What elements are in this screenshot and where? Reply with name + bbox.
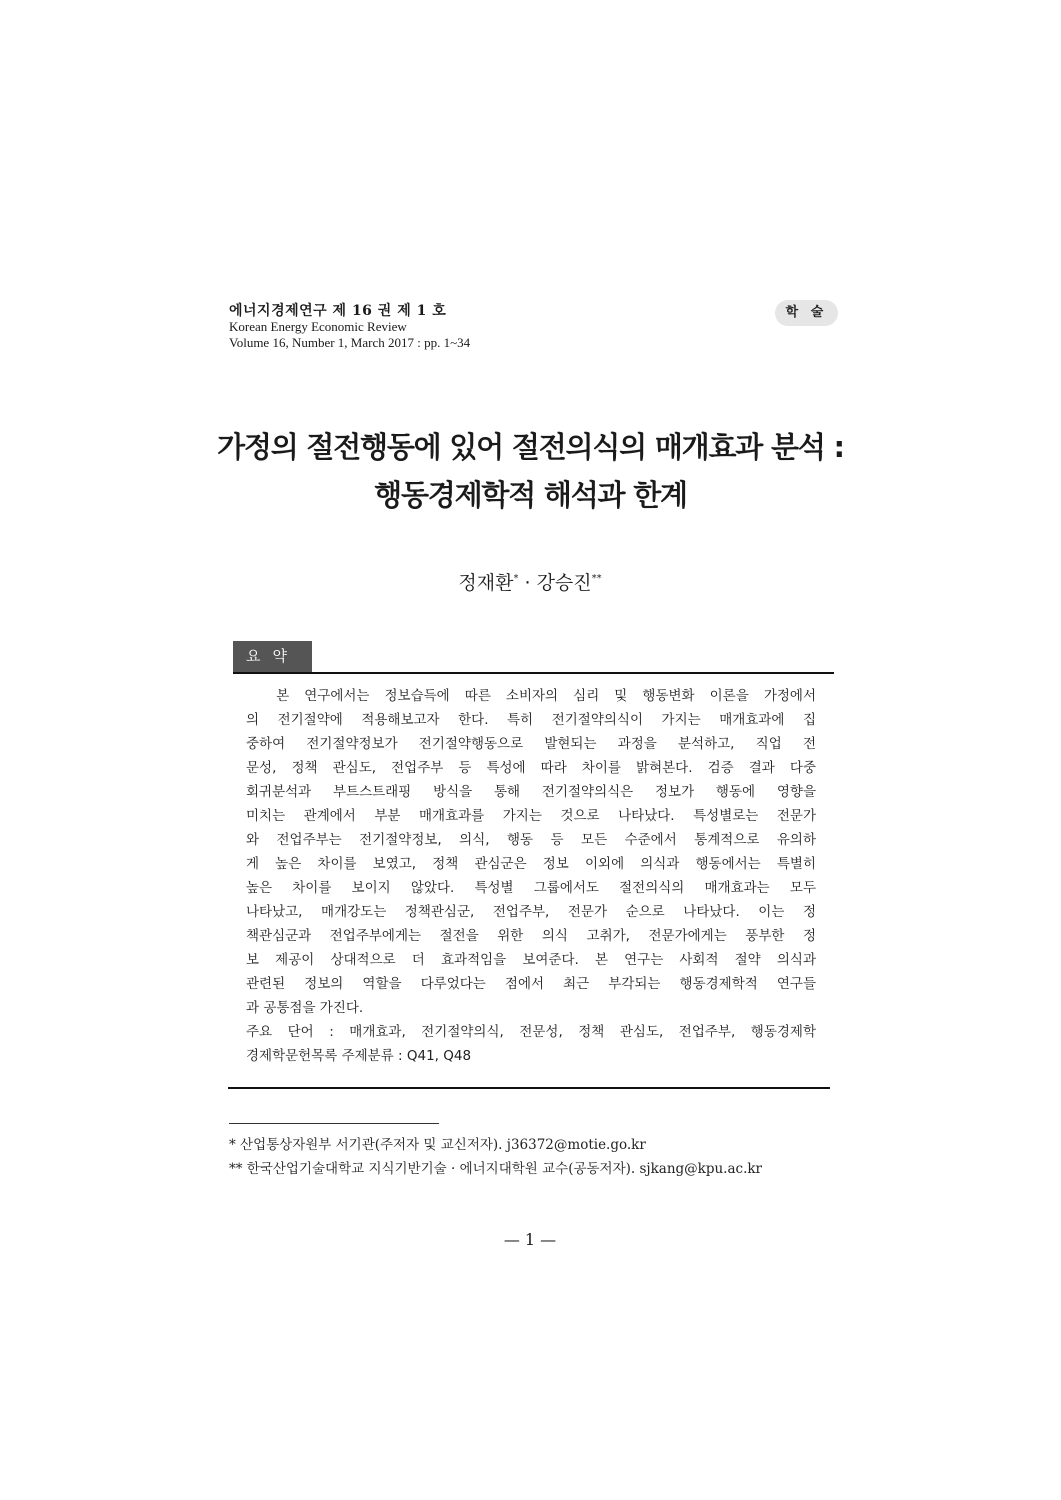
abstract-line: 미치는 관계에서 부분 매개효과를 가지는 것으로 나타났다. 특성별로는 전문가 — [246, 808, 816, 824]
title-line-2: 행동경제학적 해석과 한계 — [374, 478, 687, 512]
footnote-1: * 산업통상자원부 서기관(주저자 및 교신저자). j36372@motie.go.kr — [229, 1137, 646, 1153]
abstract-line: 책관심군과 전업주부에게는 절전을 위한 의식 고취가, 전문가에게는 풍부한 정 — [246, 928, 816, 944]
author-2: 강승진 — [536, 572, 592, 594]
title-line-1: 가정의 절전행동에 있어 절전의식의 매개효과 분석 : — [217, 430, 844, 464]
footnote-rule — [229, 1123, 439, 1124]
abstract-body — [246, 684, 816, 1068]
abstract-line: 높은 차이를 보이지 않았다. 특성별 그룹에서도 절전의식의 매개효과는 모두 — [246, 880, 816, 896]
footnote-2: ** 한국산업기술대학교 지식기반기술 · 에너지대학원 교수(공동저자). sjkang@kpu.ac.kr — [229, 1161, 762, 1177]
keywords: 주요 단어 : 매개효과, 전기절약의식, 전문성, 정책 관심도, 전업주부, 행동경제학 — [246, 1024, 816, 1040]
author-1: 정재환 — [458, 572, 514, 594]
category-badge: 학 술 — [775, 300, 838, 326]
paper-title — [150, 423, 911, 519]
footnotes — [229, 1133, 762, 1181]
abstract-label: 요약 — [233, 641, 312, 672]
author-2-mark: ** — [591, 573, 602, 584]
abstract-line: 과 공통점을 가진다. — [246, 1000, 364, 1016]
author-separator: · — [518, 572, 537, 594]
abstract-line: 회귀분석과 부트스트래핑 방식을 통해 전기절약의식은 정보가 행동에 영향을 — [246, 784, 816, 800]
abstract-line: 게 높은 차이를 보였고, 정책 관심군은 정보 이외에 의식과 행동에서는 특별히 — [246, 856, 816, 872]
abstract-line: 중하여 전기절약정보가 전기절약행동으로 발현되는 과정을 분석하고, 직업 전 — [246, 736, 816, 752]
abstract-line: 문성, 정책 관심도, 전업주부 등 특성에 따라 차이를 밝혀본다. 검증 결과 다중 — [246, 760, 816, 776]
journal-volume: Volume 16, Number 1, March 2017 : pp. 1~34 — [229, 335, 471, 350]
page-number: — 1 — — [503, 1230, 557, 1249]
abstract-line: 와 전업주부는 전기절약정보, 의식, 행동 등 모든 수준에서 통계적으로 유의하 — [246, 832, 816, 848]
abstract-line: 보 제공이 상대적으로 더 효과적임을 보여준다. 본 연구는 사회적 절약 의식과 — [246, 952, 816, 968]
abstract-bottom-rule — [228, 1087, 830, 1089]
abstract-line: 나타났고, 매개강도는 정책관심군, 전업주부, 전문가 순으로 나타났다. 이는 정 — [246, 904, 816, 920]
journal-name-en: Korean Energy Economic Review — [229, 319, 407, 334]
jel-classification: 경제학문헌목록 주제분류 : Q41, Q48 — [246, 1048, 472, 1064]
journal-header — [229, 303, 470, 351]
abstract-line: 의 전기절약에 적용해보고자 한다. 특히 전기절약의식이 가지는 매개효과에 집 — [246, 712, 816, 728]
journal-name-kr: 에너지경제연구 제 16 권 제 1 호 — [229, 303, 447, 319]
abstract-line: 관련된 정보의 역할을 다루었다는 점에서 최근 부각되는 행동경제학적 연구들 — [246, 976, 816, 992]
abstract-line: 본 연구에서는 정보습득에 따른 소비자의 심리 및 행동변화 이론을 가정에서 — [246, 688, 816, 704]
abstract-top-rule — [233, 672, 834, 674]
author-1-mark: * — [513, 573, 519, 584]
authors — [330, 568, 730, 595]
